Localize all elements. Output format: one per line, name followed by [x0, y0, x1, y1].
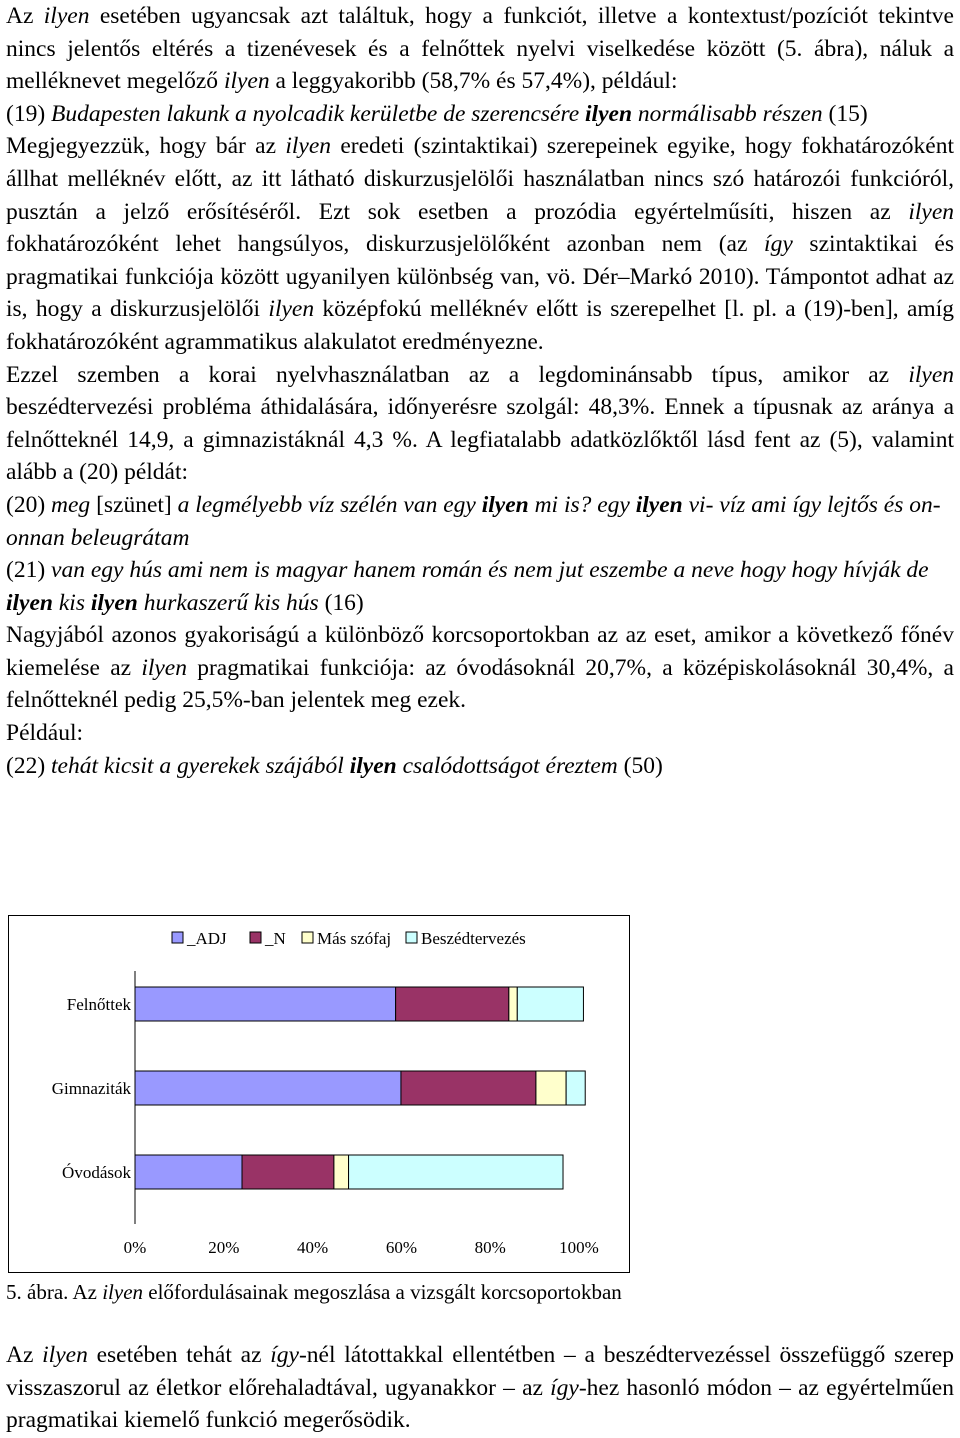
- text-run: -nél látottakkal ellentétben – a beszédtervezéssel összefüggő szerep visszaszorul az életkor előrehaladtával, ugyanakkor – az: [6, 1342, 954, 1401]
- bar-2-1: [242, 1155, 334, 1189]
- legend-label-2: Más szófaj: [317, 929, 392, 948]
- text-run: [636, 492, 683, 518]
- text-run: ilyen: [42, 1342, 88, 1368]
- text-run: így: [550, 1374, 579, 1401]
- text-run: (15): [822, 100, 868, 127]
- paragraph: [6, 130, 954, 358]
- text-run: Ezzel szemben a korai nyelvhasználatban az a legdominánsabb típus, amikor az: [6, 361, 909, 388]
- category-label-1: Gimnaziták: [51, 1079, 131, 1098]
- bar-1-3: [566, 1071, 585, 1105]
- paragraph: [6, 717, 954, 750]
- text-run: [350, 753, 397, 779]
- text-run: szintaktikai és pragmatikai funkciója között ugyanilyen különbség van, vö. Dér–Markó 2010). Támpontot adhat az is, hogy a diskurzusjelölői: [6, 231, 954, 323]
- bar-1-0: [135, 1071, 401, 1105]
- legend-swatch-1: [250, 932, 261, 943]
- text-run: (16): [318, 589, 364, 616]
- text-run: Budapesten lakunk a nyolcadik kerületbe de szerencsére: [51, 100, 586, 127]
- text-run: fokhatározóként lehet hangsúlyos, diskurzusjelölőként azonban nem (az: [6, 231, 765, 258]
- legend-label-1: _N: [265, 929, 286, 948]
- text-run: Az: [6, 1342, 43, 1368]
- bar-2-0: [135, 1155, 242, 1189]
- text-run: ilyen: [141, 654, 187, 681]
- text-run: normálisabb részen: [632, 100, 823, 127]
- text-run: ilyen: [285, 133, 332, 160]
- text-run: ilyen: [43, 3, 90, 29]
- legend-swatch-2: [302, 932, 313, 943]
- text-run: beszédtervezési probléma áthidalására, időnyerésre szolgál: 48,3%. Ennek a típusnak az aránya a felnőtteknél 14,9, a gimnazistáknál 4,3 %. A legfiatalabb adatközlőktől lásd fent az (5), valamint alább a (20) példát:: [6, 394, 954, 486]
- x-tick-4: 80%: [474, 1238, 506, 1257]
- bar-0-1: [396, 987, 509, 1021]
- text-run: eredeti (szintaktikai) szerepeinek egyike, hogy fokhatározóként állhat melléknév előtt, az itt látható diskurzusjelölői használatban nincs szó határozói funkcióról, pusztán a jelző erősítéséről. Ezt sok esetben a prozódia egyértelműsíti, hiszen az: [6, 133, 954, 225]
- text-run: Az: [6, 3, 44, 29]
- text-run: Például:: [6, 720, 84, 747]
- paragraph: [6, 619, 954, 717]
- text-run: [585, 101, 632, 127]
- text-run: Megjegyezzük, hogy bár az: [6, 133, 286, 160]
- text-run: mi is? egy: [528, 491, 636, 518]
- text-run: hurkaszerű kis hús: [137, 589, 319, 616]
- text-run: a legmélyebb víz szélén van egy: [177, 491, 482, 518]
- bar-1-1: [401, 1071, 536, 1105]
- text-run: vi- víz ami így lejtős és on- onnan beleugrátam: [6, 491, 941, 551]
- text-run: pragmatikai funkciója: az óvodásoknál 20,7%, a középiskolásoknál 30,4%, a felnőtteknél pedig 25,5%-ban jelentek meg ezek.: [6, 654, 954, 714]
- figure-caption: [6, 1277, 622, 1307]
- text-run: -hez hasonló módon – az egyértelműen pragmatikai kiemelő funkció megerősödik.: [6, 1374, 954, 1434]
- category-label-0: Felnőttek: [66, 995, 131, 1014]
- text-run: ilyen: [481, 491, 529, 518]
- x-tick-0: 0%: [123, 1238, 147, 1257]
- text-run: a leggyakoribb (58,7% és 57,4%), például:: [269, 68, 678, 95]
- x-tick-1: 20%: [208, 1238, 240, 1257]
- text-run: ilyen: [102, 1280, 144, 1304]
- text-run: van egy hús ami nem is magyar hanem román és nem jut eszembe a neve hogy hogy hívják de: [51, 557, 929, 584]
- text-run: (21): [6, 557, 52, 584]
- text-run: így: [270, 1342, 299, 1368]
- x-tick-3: 60%: [385, 1238, 417, 1257]
- text-run: meg: [51, 491, 91, 518]
- category-label-2: Óvodások: [62, 1163, 131, 1182]
- bar-0-3: [517, 987, 583, 1021]
- text-run: [482, 492, 529, 518]
- text-run: csalódottságot éreztem: [396, 752, 618, 779]
- bar-0-0: [135, 987, 396, 1021]
- bar-1-2: [536, 1071, 566, 1105]
- text-run: 5. ábra. Az: [6, 1280, 103, 1304]
- paragraph: [6, 489, 954, 554]
- text-run: ilyen: [635, 491, 683, 518]
- text-run: ilyen: [349, 752, 397, 779]
- text-run: kis: [53, 589, 91, 616]
- text-run: [91, 590, 138, 616]
- paragraph: [6, 1339, 954, 1437]
- legend-swatch-3: [406, 932, 417, 943]
- text-run: esetében ugyancsak azt találtuk, hogy a funkciót, illetve a kontextust/pozíciót tekintve nincs jelentős eltérés a tizenévesek és a felnőttek nyelvi viselkedése között (5. ábra), náluk a melléknevet megelőző: [6, 3, 954, 95]
- text-run: így: [764, 231, 793, 258]
- text-run: (20): [6, 491, 52, 518]
- legend-label-0: _ADJ: [187, 929, 227, 948]
- text-run: Nagyjából azonos gyakoriságú a különböző korcsoportokban az az eset, amikor a következő főnév kiemelése az: [6, 622, 954, 681]
- text-run: ilyen: [585, 100, 633, 127]
- text-run: ilyen: [6, 589, 53, 616]
- text-run: (50): [617, 752, 663, 779]
- figure-5-chart: [8, 915, 630, 1273]
- text-run: (19): [6, 100, 52, 127]
- stacked-bar-chart: [9, 916, 629, 1272]
- body-text-bottom: [6, 1339, 954, 1437]
- bar-2-3: [349, 1155, 563, 1189]
- text-run: előfordulásainak megoszlása a vizsgált korcsoportokban: [143, 1280, 622, 1304]
- text-run: tehát kicsit a gyerekek szájából: [51, 752, 350, 779]
- text-run: ilyen: [223, 68, 270, 95]
- paragraph: [6, 359, 954, 489]
- body-text-top: [6, 0, 954, 782]
- text-run: (22): [6, 752, 52, 779]
- text-run: [szünet]: [90, 491, 178, 518]
- text-run: középfokú melléknév előtt is szerepelhet [l. pl. a (19)-ben], amíg fokhatározóként agrammatikus alakulatot eredményezne.: [6, 296, 954, 355]
- paragraph: [6, 98, 954, 131]
- text-run: ilyen: [90, 589, 138, 616]
- text-run: [6, 590, 53, 616]
- paragraph: [6, 554, 954, 619]
- paragraph: [6, 750, 954, 783]
- text-run: ilyen: [908, 198, 954, 225]
- bar-0-2: [509, 987, 517, 1021]
- text-run: ilyen: [268, 296, 315, 323]
- legend-swatch-0: [172, 932, 183, 943]
- x-tick-2: 40%: [297, 1238, 329, 1257]
- text-run: ilyen: [908, 361, 954, 388]
- paragraph: [6, 0, 954, 98]
- x-tick-5: 100%: [559, 1238, 599, 1257]
- legend-label-3: Beszédtervezés: [421, 929, 526, 948]
- text-run: esetében tehát az: [87, 1342, 271, 1368]
- bar-2-2: [334, 1155, 349, 1189]
